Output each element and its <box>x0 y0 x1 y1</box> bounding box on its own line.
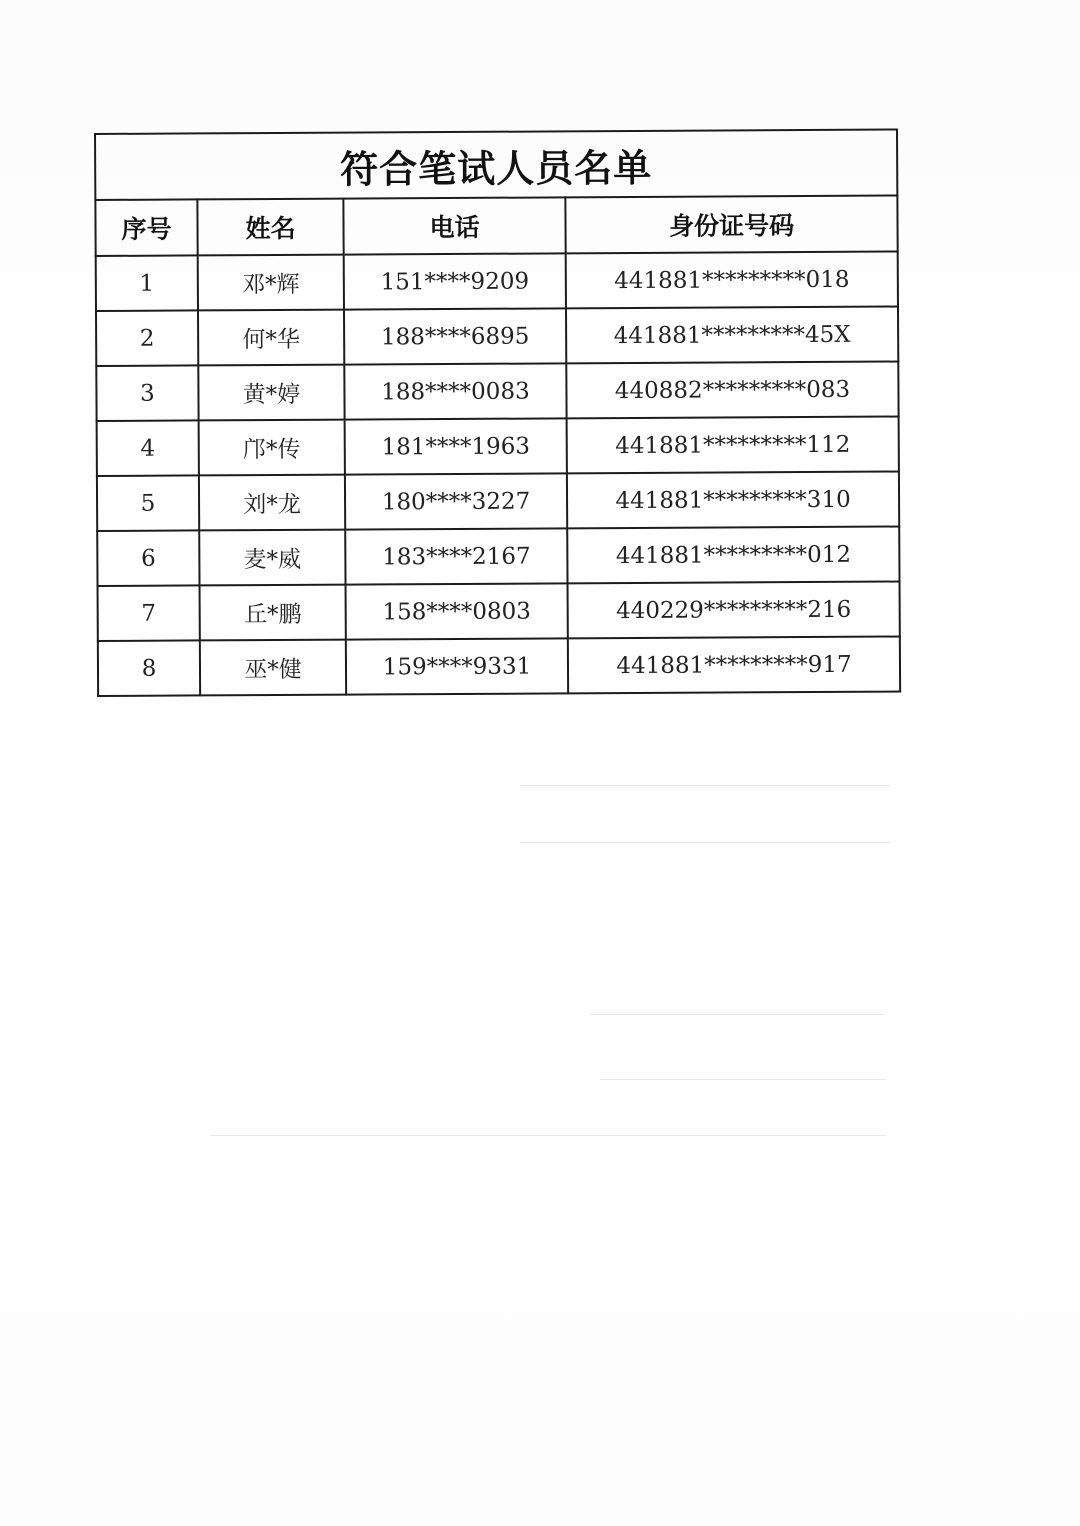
cell-phone: 151****9209 <box>344 253 566 309</box>
cell-phone: 159****9331 <box>346 638 568 694</box>
cell-name: 邓*辉 <box>198 255 344 311</box>
cell-no: 2 <box>96 310 198 366</box>
title-row <box>95 130 897 200</box>
cell-id-number: 441881*********112 <box>567 417 899 474</box>
cell-no: 4 <box>97 420 199 476</box>
cell-name: 邝*传 <box>199 420 345 476</box>
cell-phone: 183****2167 <box>345 528 567 584</box>
scan-artifact <box>210 1135 885 1136</box>
scan-artifact <box>590 1014 885 1015</box>
cell-phone: 188****6895 <box>344 308 566 364</box>
table-row <box>98 637 900 696</box>
scan-artifact <box>520 785 890 786</box>
cell-id-number: 441881*********45X <box>566 307 898 364</box>
cell-id-number: 440229*********216 <box>568 582 900 639</box>
cell-name: 黄*婷 <box>198 365 344 421</box>
table-row <box>96 307 898 366</box>
cell-id-number: 441881*********018 <box>566 252 898 309</box>
cell-no: 7 <box>98 585 200 641</box>
cell-id-number: 441881*********012 <box>567 527 899 584</box>
cell-no: 8 <box>98 640 200 696</box>
cell-no: 6 <box>97 530 199 586</box>
cell-no: 3 <box>96 365 198 421</box>
cell-phone: 180****3227 <box>345 473 567 529</box>
roster-table-container <box>94 129 899 697</box>
header-name: 姓名 <box>197 199 343 256</box>
table-row <box>97 527 899 586</box>
table-row <box>98 582 900 641</box>
header-id-number: 身份证号码 <box>565 196 897 254</box>
table-row <box>96 252 898 311</box>
header-no: 序号 <box>95 199 197 256</box>
header-phone: 电话 <box>343 197 565 254</box>
cell-name: 刘*龙 <box>199 475 345 531</box>
scan-artifact <box>600 1079 885 1080</box>
table-title: 符合笔试人员名单 <box>95 130 897 200</box>
cell-name: 丘*鹏 <box>200 585 346 641</box>
scan-artifact <box>520 842 890 843</box>
table-row <box>96 362 898 421</box>
cell-phone: 181****1963 <box>345 418 567 474</box>
table-row <box>97 472 899 531</box>
cell-no: 1 <box>96 255 198 311</box>
table-row <box>97 417 899 476</box>
cell-id-number: 440882*********083 <box>566 362 898 419</box>
cell-name: 何*华 <box>198 310 344 366</box>
roster-table <box>94 129 901 697</box>
header-row <box>95 196 897 256</box>
cell-phone: 158****0803 <box>346 583 568 639</box>
cell-name: 巫*健 <box>200 640 346 696</box>
cell-id-number: 441881*********917 <box>568 637 900 694</box>
cell-name: 麦*威 <box>199 530 345 586</box>
cell-id-number: 441881*********310 <box>567 472 899 529</box>
cell-phone: 188****0083 <box>344 363 566 419</box>
cell-no: 5 <box>97 475 199 531</box>
